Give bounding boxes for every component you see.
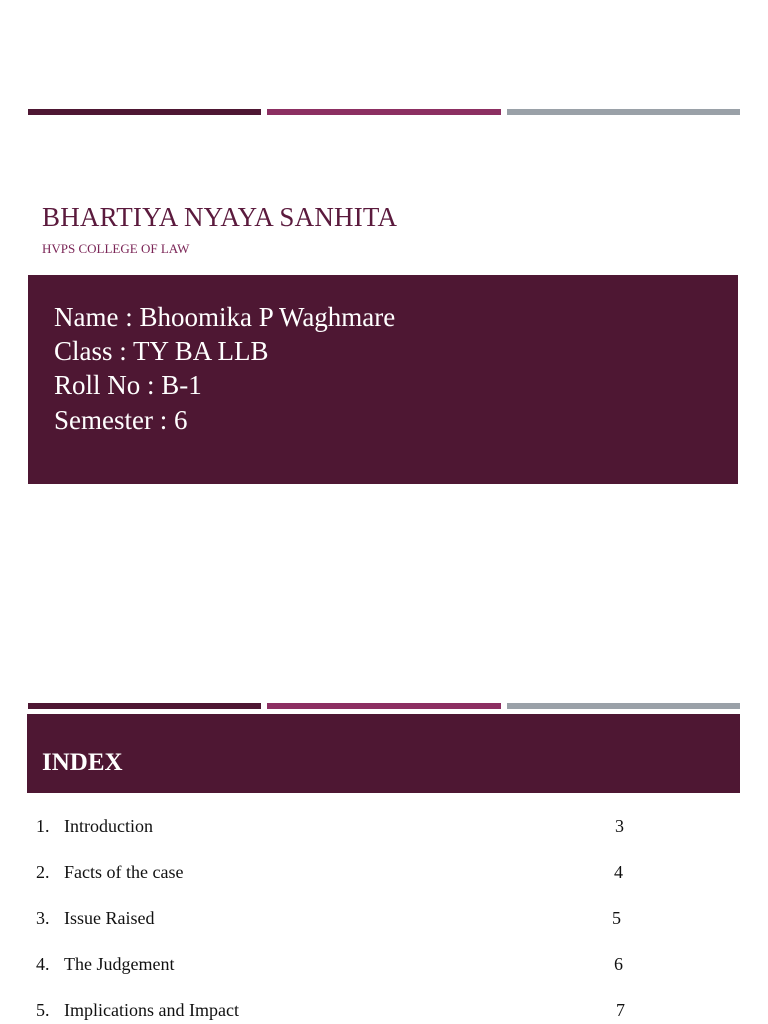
index-item — [0, 1000, 768, 1024]
accent-bar-mid — [267, 703, 501, 709]
slide-subtitle: HVPS COLLEGE OF LAW — [42, 241, 190, 256]
index-item-page: 3 — [615, 816, 624, 836]
index-item-label: Issue Raised — [64, 908, 155, 928]
index-item — [0, 908, 768, 932]
index-item-number: 3. — [36, 908, 50, 928]
slide-title: BHARTIYA NYAYA SANHITA — [42, 202, 398, 232]
student-name: Name : Bhoomika P Waghmare — [54, 302, 396, 332]
index-item-number: 4. — [36, 954, 50, 974]
index-item-number: 1. — [36, 816, 50, 836]
index-item-number: 5. — [36, 1000, 50, 1020]
accent-bar-mid — [267, 109, 501, 115]
student-roll-no: Roll No : B-1 — [54, 370, 202, 400]
index-item-label: The Judgement — [64, 954, 175, 974]
accent-bar-dark — [28, 703, 261, 709]
accent-bar-gray — [507, 109, 740, 115]
index-title: INDEX — [42, 749, 123, 776]
index-item-label: Introduction — [64, 816, 153, 836]
index-item — [0, 954, 768, 978]
index-item-page: 7 — [616, 1000, 625, 1020]
index-item — [0, 862, 768, 886]
index-item-label: Facts of the case — [64, 862, 184, 882]
accent-bar-dark — [28, 109, 261, 115]
index-item — [0, 816, 768, 840]
index-item-number: 2. — [36, 862, 50, 882]
accent-bar-gray — [507, 703, 740, 709]
index-item-page: 5 — [612, 908, 621, 928]
index-item-label: Implications and Impact — [64, 1000, 239, 1020]
student-class: Class : TY BA LLB — [54, 336, 269, 366]
index-item-page: 4 — [614, 862, 623, 882]
index-item-page: 6 — [614, 954, 623, 974]
student-semester: Semester : 6 — [54, 405, 188, 435]
index-header — [27, 714, 740, 793]
student-details-box — [28, 275, 738, 484]
